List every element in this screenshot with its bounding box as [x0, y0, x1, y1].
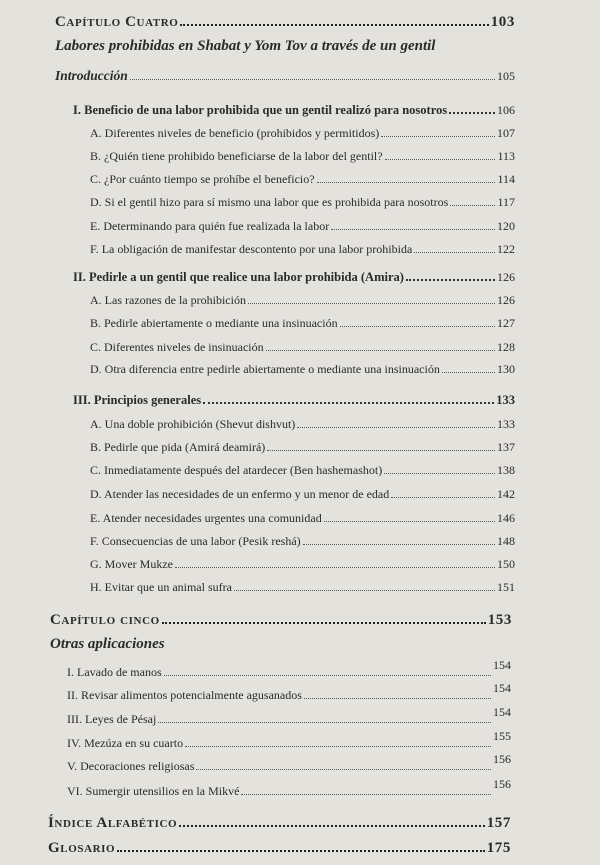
page-number: 106 — [497, 103, 515, 117]
toc-item: A. Las razones de la prohibición 126 — [90, 293, 515, 307]
toc-chapter4 — [55, 14, 515, 31]
chapter5-subtitle: Otras aplicaciones — [50, 636, 165, 652]
toc-item: A. Diferentes niveles de beneficio (prohibidos y permitidos) 107 — [90, 126, 515, 140]
toc-index — [48, 815, 511, 832]
toc-item: H. Evitar que un animal sufra 151 — [90, 580, 515, 594]
toc-item: F. La obligación de manifestar descontento por una labor prohibida 122 — [90, 242, 515, 256]
dot-leader — [203, 402, 494, 404]
chapter4-subtitle: Labores prohibidas en Shabat y Yom Tov a través de un gentil — [55, 38, 436, 54]
toc-item: C. ¿Por cuánto tiempo se prohíbe el beneficio? 114 — [90, 172, 515, 186]
page-number: 175 — [486, 840, 511, 856]
dot-leader — [180, 24, 488, 26]
page-number: 153 — [487, 612, 512, 628]
dot-leader — [179, 825, 484, 827]
toc-item: I. Lavado de manos 154 — [67, 658, 511, 679]
dot-leader — [130, 79, 495, 80]
section-title: I. Beneficio de una labor prohibida que un gentil realizó para nosotros — [73, 103, 448, 117]
toc-introduction — [55, 66, 515, 84]
toc-section-1 — [73, 103, 515, 118]
toc-item: D. Atender las necesidades de un enfermo y un menor de edad 142 — [90, 487, 515, 501]
toc-item: G. Mover Mukze 150 — [90, 557, 515, 571]
toc-item: V. Decoraciones religiosas 156 — [67, 752, 511, 773]
chapter-title: Índice Alfabético — [48, 815, 178, 831]
chapter-title: Glosario — [48, 840, 116, 856]
dot-leader — [117, 850, 484, 852]
entry-title: Introducción — [55, 68, 128, 83]
toc-section-3 — [73, 393, 515, 408]
toc-section-2 — [73, 270, 515, 285]
toc-item: C. Inmediatamente después del atardecer (Ben hashemashot) 138 — [90, 463, 515, 477]
page-number: 126 — [497, 270, 515, 284]
toc-item: II. Revisar alimentos potencialmente agusanados 154 — [67, 681, 511, 702]
toc-item: IV. Mezúza en su cuarto 155 — [67, 729, 511, 750]
chapter-title: Capítulo cinco — [50, 612, 160, 628]
toc-item: B. Pedirle abiertamente o mediante una insinuación 127 — [90, 316, 515, 330]
page-number: 103 — [490, 14, 515, 30]
dot-leader — [162, 622, 486, 624]
section-title: III. Principios generales — [73, 393, 202, 407]
toc-item: B. Pedirle que pida (Amirá deamirá) 137 — [90, 440, 515, 454]
toc-item: F. Consecuencias de una labor (Pesik reshá) 148 — [90, 534, 515, 548]
page-number: 133 — [496, 393, 515, 407]
toc-item: III. Leyes de Pésaj 154 — [67, 705, 511, 726]
page-number: 157 — [486, 815, 511, 831]
toc-glossary — [48, 840, 511, 857]
dot-leader — [406, 279, 495, 281]
toc-item: C. Diferentes niveles de insinuación 128 — [90, 340, 515, 354]
toc-item: A. Una doble prohibición (Shevut dishvut) 133 — [90, 417, 515, 431]
section-title: II. Pedirle a un gentil que realice una labor prohibida (Amira) — [73, 270, 404, 284]
toc-item: D. Otra diferencia entre pedirle abiertamente o mediante una insinuación 130 — [90, 362, 515, 376]
dot-leader — [449, 112, 495, 114]
chapter-title: Capítulo Cuatro — [55, 14, 179, 30]
toc-item: E. Atender necesidades urgentes una comunidad 146 — [90, 511, 515, 525]
toc-item: D. Si el gentil hizo para sí mismo una labor que es prohibida para nosotros 117 — [90, 195, 515, 209]
toc-item: E. Determinando para quién fue realizada la labor 120 — [90, 219, 515, 233]
toc-chapter5 — [50, 612, 512, 629]
toc-item: B. ¿Quién tiene prohibido beneficiarse de la labor del gentil? 113 — [90, 149, 515, 163]
page-number: 105 — [497, 69, 515, 83]
toc-item: VI. Sumergir utensilios en la Mikvé 156 — [67, 777, 511, 798]
